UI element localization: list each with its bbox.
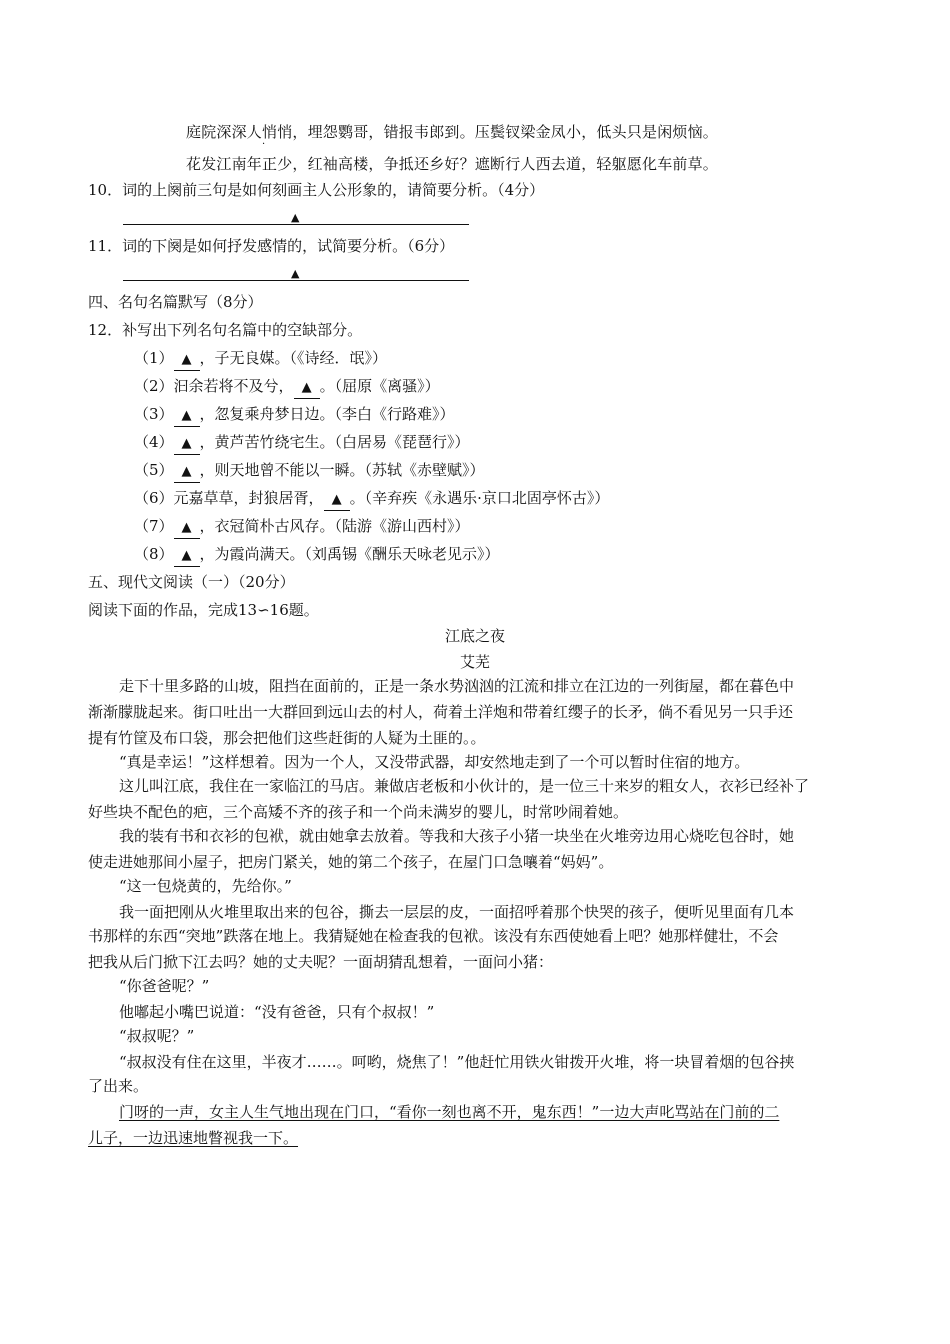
underlined-article-line: 儿子，一边迅速地瞥视我一下。 <box>88 1129 299 1147</box>
fill-item <box>134 376 440 399</box>
fill-item <box>134 432 470 455</box>
article-line: 提有竹筐及布口袋，那会把他们这些赶街的人疑为土匪的。。 <box>88 729 486 747</box>
article-line: 我一面把刚从火堆里取出来的包谷，撕去一层层的皮，一面招呼着那个快哭的孩子，便听见里面有几本 <box>119 903 795 921</box>
article-author: 艾芜 <box>459 653 490 671</box>
item-after: ，则天地曾不能以一瞬。（苏轼《赤壁赋》） <box>199 461 485 479</box>
article-line: 好些块不配色的疤，三个高矮不齐的孩子和一个尚未满岁的婴儿，时常吵闹着她。 <box>88 803 629 821</box>
blank-triangle-icon: ▲ <box>174 406 200 427</box>
answer-line-11 <box>123 280 469 281</box>
item-number: （3） <box>134 405 174 423</box>
item-number: （7） <box>134 517 174 535</box>
answer-line-10 <box>123 224 469 225</box>
question-10: 10．词的上阕前三句是如何刻画主人公形象的，请简要分析。（4分） <box>88 181 545 199</box>
blank-triangle-icon: ▲ <box>324 490 350 511</box>
underlined-article-line: 门呀的一声，女主人生气地出现在门口，“看你一刻也离不开，鬼东西！”一边大声叱骂站在门前的二 <box>119 1103 780 1121</box>
item-before: 汩余若将不及兮， <box>173 377 294 395</box>
article-line: “叔叔没有住在这里，半夜才……。呵哟，烧焦了！”他赶忙用铁火钳拨开火堆，将一块冒着烟的包谷挟 <box>119 1053 795 1071</box>
item-number: （4） <box>134 433 174 451</box>
item-after: 。（屈原《离骚》） <box>319 377 440 395</box>
answer-triangle-icon: ▲ <box>291 267 300 280</box>
article-line: 这儿叫江底，我住在一家临江的马店。兼做店老板和小伙计的，是一位三十来岁的粗女人，衣衫已经补了 <box>119 777 810 795</box>
article-line: “真是幸运！”这样想着。因为一个人，又没带武器，却安然地走到了一个可以暂时住宿的地方。 <box>119 753 750 771</box>
item-after: ，衣冠简朴古风存。（陆游《游山西村》） <box>199 517 470 535</box>
fill-item <box>134 516 470 539</box>
answer-triangle-icon: ▲ <box>291 211 300 224</box>
fill-item <box>134 544 500 567</box>
item-after: ，忽复乘舟梦日边。（李白《行路难》） <box>199 405 455 423</box>
poem-line-1: 庭院深深人悄悄，埋怨鹦哥，错报韦郎到。压鬓钗梁金凤小，低头只是闲烦恼。 <box>186 123 719 141</box>
blank-triangle-icon: ▲ <box>174 546 200 567</box>
blank-triangle-icon: ▲ <box>174 462 200 483</box>
article-line: 走下十里多路的山坡，阻挡在面前的，正是一条水势汹汹的江流和排立在江边的一列街屋，都在暮色中 <box>119 677 795 695</box>
item-number: （1） <box>134 349 174 367</box>
item-after: 。（辛弃疾《永遇乐·京口北固亭怀古》） <box>349 489 610 507</box>
article-line: 把我从后门掀下江去吗？她的丈夫呢？一面胡猜乱想着，一面问小猪： <box>88 953 554 971</box>
item-after: ，子无良媒。（《诗经．氓》） <box>199 349 388 367</box>
item-number: （8） <box>134 545 174 563</box>
blank-triangle-icon: ▲ <box>174 350 200 371</box>
item-number: （2） <box>134 377 174 395</box>
article-line: 渐渐朦胧起来。街口吐出一大群回到远山去的村人，荷着土洋炮和带着红缨子的长矛，倘不看见另一只手还 <box>88 703 794 721</box>
article-title: 江底之夜 <box>444 627 505 645</box>
item-number: （6） <box>134 489 174 507</box>
article-line: 他嘟起小嘴巴说道：“没有爸爸，只有个叔叔！” <box>119 1003 435 1021</box>
item-before: 元嘉草草，封狼居胥， <box>173 489 324 507</box>
blank-triangle-icon: ▲ <box>174 434 200 455</box>
article-line: “这一包烧黄的，先给你。” <box>119 877 292 895</box>
blank-triangle-icon: ▲ <box>174 518 200 539</box>
emphasis-dot: · <box>262 139 266 150</box>
poem-line-2: 花发江南年正少，红袖高楼，争抵还乡好？遮断行人西去道，轻躯愿化车前草。 <box>186 155 719 173</box>
article-line: “你爸爸呢？” <box>119 977 210 995</box>
question-12: 12．补写出下列名句名篇中的空缺部分。 <box>88 321 363 339</box>
section-5-title: 五、现代文阅读（一）（20分） <box>88 573 295 591</box>
blank-triangle-icon: ▲ <box>294 378 320 399</box>
article-line: “叔叔呢？” <box>119 1027 195 1045</box>
article-line: 了出来。 <box>88 1077 149 1095</box>
item-after: ，黄芦苦竹绕宅生。（白居易《琵琶行》） <box>199 433 470 451</box>
question-11: 11．词的下阕是如何抒发感情的，试简要分析。（6分） <box>88 237 455 255</box>
fill-item <box>134 488 609 511</box>
section-4-title: 四、名句名篇默写（8分） <box>88 293 263 311</box>
item-number: （5） <box>134 461 174 479</box>
fill-item <box>134 460 485 483</box>
fill-item <box>134 348 387 371</box>
article-line: 使走进她那间小屋子，把房门紧关，她的第二个孩子，在屋门口急嚷着“妈妈”。 <box>88 853 614 871</box>
fill-item <box>134 404 455 427</box>
article-line: 书那样的东西“突地”跌落在地上。我猜疑她在检查我的包袱。该没有东西使她看上吧？她那样健壮，不会 <box>88 927 779 945</box>
reading-instruction: 阅读下面的作品，完成13∽16题。 <box>88 601 319 619</box>
item-after: ，为霞尚满天。（刘禹锡《酬乐天咏老见示》） <box>199 545 500 563</box>
article-line: 我的装有书和衣衫的包袱，就由她拿去放着。等我和大孩子小猪一块坐在火堆旁边用心烧吃包谷时，她 <box>119 827 795 845</box>
